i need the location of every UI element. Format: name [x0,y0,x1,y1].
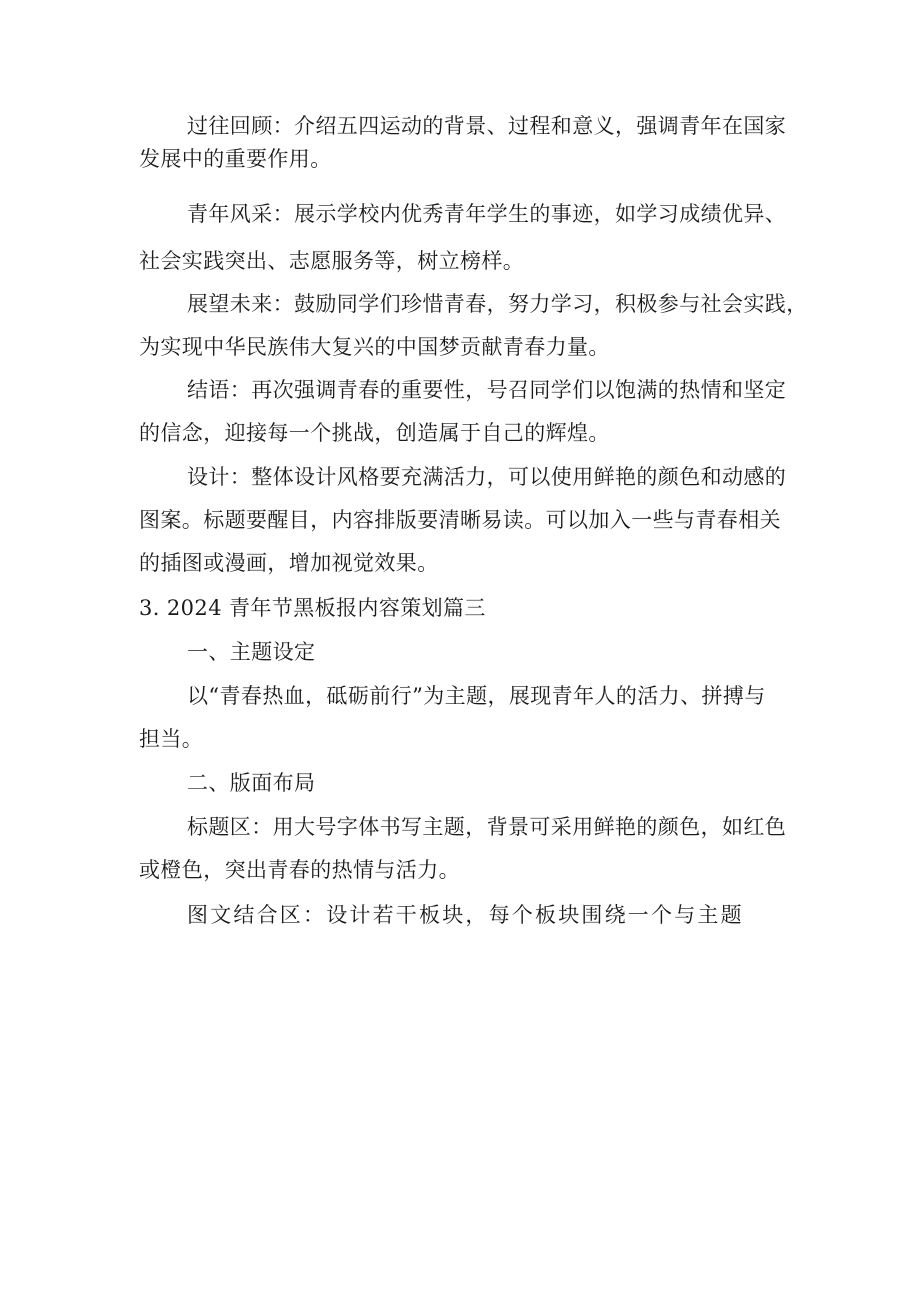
paragraph-line: 展望未来：鼓励同学们珍惜青春，努力学习，积极参与社会实践， [187,292,808,316]
paragraph-line: 图文结合区：设计若干板块，每个板块围绕一个与主题 [187,903,744,927]
paragraph-line: 为实现中华民族伟大复兴的中国梦贡献青春力量。 [139,335,610,359]
subsection-heading: 二、版面布局 [187,771,316,795]
paragraph-line: 的信念，迎接每一个挑战，创造属于自己的辉煌。 [139,421,610,445]
paragraph-line: 以“青春热血，砥砺前行”为主题，展现青年人的活力、拼搏与 [187,684,766,708]
paragraph-line: 或橙色，突出青春的热情与活力。 [139,858,460,882]
paragraph-line: 设计：整体设计风格要充满活力，可以使用鲜艳的颜色和动感的 [187,465,787,489]
paragraph-line: 社会实践突出、志愿服务等，树立榜样。 [139,249,525,273]
paragraph-line: 担当。 [139,727,204,751]
subsection-heading: 一、主题设定 [187,640,316,664]
paragraph-line: 的插图或漫画，增加视觉效果。 [139,551,439,575]
paragraph-line: 发展中的重要作用。 [139,147,332,171]
paragraph-line: 标题区：用大号字体书写主题，背景可采用鲜艳的颜色，如红色 [187,815,787,839]
paragraph-line: 青年风采：展示学校内优秀青年学生的事迹，如学习成绩优异、 [187,202,787,226]
paragraph-line: 过往回顾：介绍五四运动的背景、过程和意义，强调青年在国家 [187,114,787,138]
paragraph-line: 图案。标题要醒目，内容排版要清晰易读。可以加入一些与青春相关 [139,508,781,532]
section-title: 3. 2024 青年节黑板报内容策划篇三 [139,596,486,620]
paragraph-line: 结语：再次强调青春的重要性，号召同学们以饱满的热情和坚定 [187,378,787,402]
